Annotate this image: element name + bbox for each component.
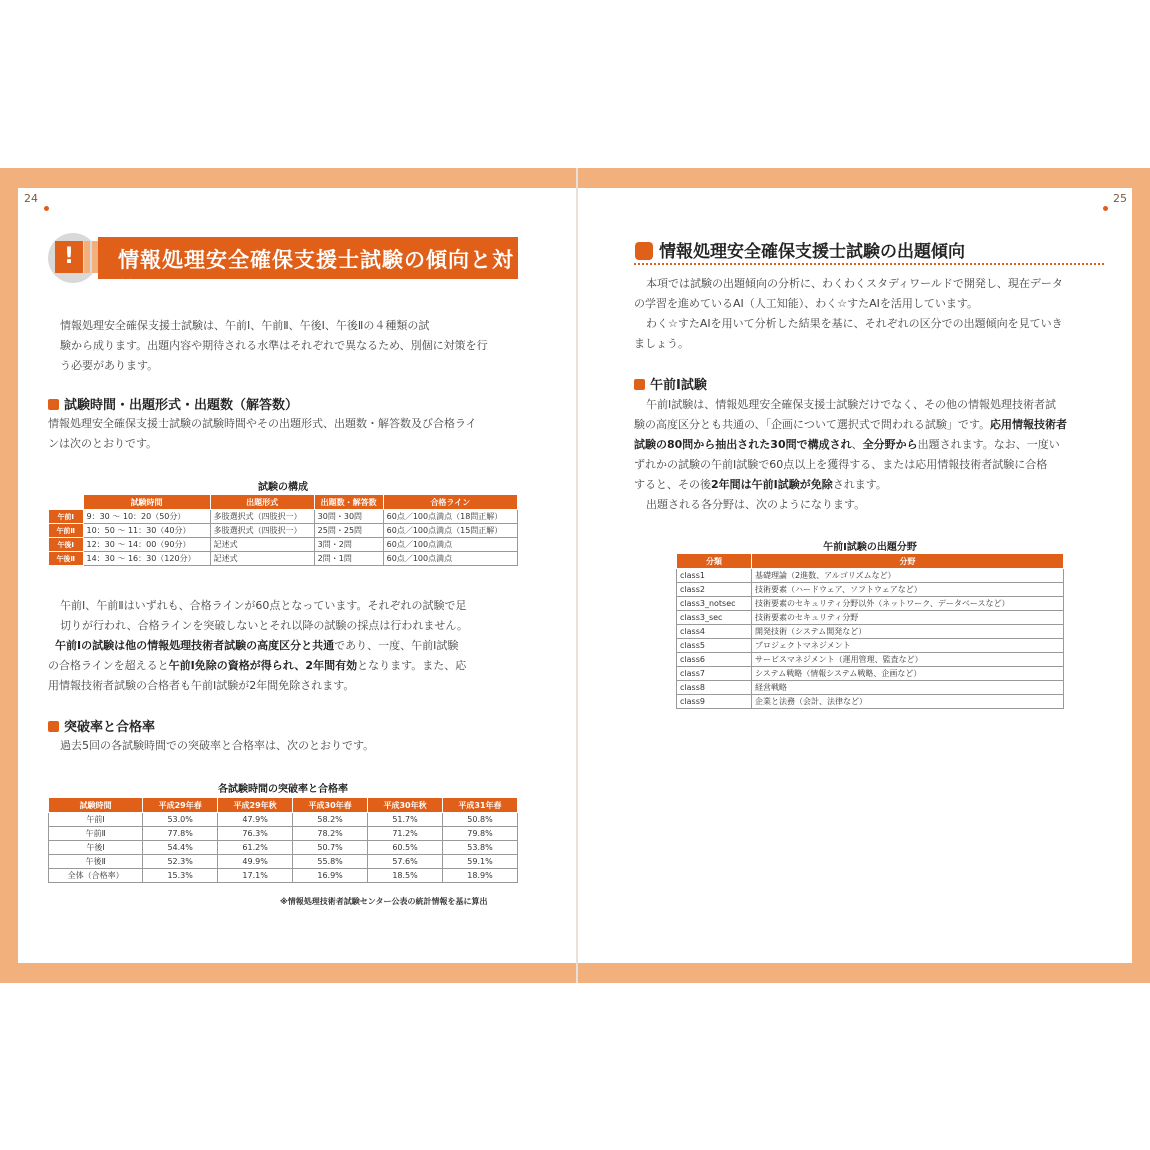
table-cell: 技術要素のセキュリティ分野 [752, 611, 1064, 625]
table-row [677, 681, 1064, 695]
table-cell: 50.7% [293, 841, 368, 855]
table2-caption: 各試験時間の突破率と合格率 [218, 784, 348, 795]
text-span: であり、一度、午前Ⅰ試験 [334, 639, 459, 652]
table1-caption: 試験の構成 [258, 482, 308, 493]
table-row [677, 569, 1064, 583]
table-cell: class8 [677, 681, 752, 695]
source-note: ※情報処理技術者試験センター公表の統計情報を基に算出 [280, 897, 488, 906]
table-cell: 多肢選択式（四肢択一） [210, 510, 314, 524]
page-number-left: 24 [24, 192, 38, 205]
table-row [49, 827, 518, 841]
table-cell: 3問・2問 [314, 538, 383, 552]
exemption-paragraph [48, 636, 466, 696]
text-line: 情報処理安全確保支援士試験の試験時間やその出題形式、出題数・解答数及び合格ライ [48, 417, 477, 430]
table-header: 平成30年春 [293, 798, 368, 813]
table-cell: 79.8% [443, 827, 518, 841]
text-line: 用情報技術者試験の合格者も午前Ⅰ試験が2年間免除されます。 [48, 679, 355, 692]
table-cell: 55.8% [293, 855, 368, 869]
text-span: の合格ラインを超えると [48, 659, 169, 672]
heading-text: 午前Ⅰ試験 [650, 378, 707, 393]
table-cell: class1 [677, 569, 752, 583]
table-row [677, 639, 1064, 653]
section-text [48, 414, 477, 454]
table-cell: class3_notsec [677, 597, 752, 611]
table-cell: 30問・30問 [314, 510, 383, 524]
table-cell: 60点／100点満点 [383, 538, 517, 552]
table-cell: プロジェクトマネジメント [752, 639, 1064, 653]
table-header: 試験時間 [83, 495, 210, 510]
text-line: 情報処理安全確保支援士試験は、午前Ⅰ、午前Ⅱ、午後Ⅰ、午後Ⅱの４種類の試 [60, 319, 430, 332]
table-header: 平成31年春 [443, 798, 518, 813]
table-row [49, 510, 518, 524]
table-cell: 16.9% [293, 869, 368, 883]
text-line [48, 636, 466, 656]
table-row [49, 524, 518, 538]
table-row [677, 611, 1064, 625]
table-cell: 58.2% [293, 813, 368, 827]
table-header: 平成30年秋 [368, 798, 443, 813]
text-line [634, 435, 1114, 455]
heading-text: 試験時間・出題形式・出題数（解答数） [64, 398, 299, 413]
table-cell: 47.9% [218, 813, 293, 827]
table-cell: 25問・25問 [314, 524, 383, 538]
bold-text: 2年間は午前Ⅰ試験が免除 [711, 478, 833, 491]
table-cell: 記述式 [210, 538, 314, 552]
banner-strip [84, 241, 90, 273]
right-intro-paragraph [634, 274, 1114, 354]
table-cell: class6 [677, 653, 752, 667]
text-line: 本項では試験の出題傾向の分析に、わくわくスタディワールドで開発し、現在データ [646, 277, 1063, 290]
text-line: う必要があります。 [60, 359, 159, 372]
table-cell: 基礎理論（2進数、アルゴリズムなど） [752, 569, 1064, 583]
text-line [634, 475, 1114, 495]
table-cell: 企業と法務（会計、法律など） [752, 695, 1064, 709]
table-cell: 53.0% [143, 813, 218, 827]
table-header: 試験時間 [49, 798, 143, 813]
table-row [677, 667, 1064, 681]
am1-field-table [676, 553, 1064, 709]
table-row [677, 597, 1064, 611]
exclamation-icon: ! [55, 241, 83, 273]
table-cell: 経営戦略 [752, 681, 1064, 695]
text-line: 切りが行われ、合格ラインを突破しないとそれ以降の試験の採点は行われません。 [60, 619, 468, 632]
table3-caption: 午前Ⅰ試験の出題分野 [823, 542, 917, 553]
text-span: すると、その後 [634, 478, 711, 491]
orange-square-icon [48, 399, 59, 410]
table-header: 分類 [677, 554, 752, 569]
bold-text: 応用情報技術者 [989, 418, 1067, 431]
text-span: となります。また、応 [357, 659, 467, 672]
dotted-divider [634, 263, 1104, 265]
table-cell: 全体（合格率） [49, 869, 143, 883]
table-header: 合格ライン [383, 495, 517, 510]
table-cell: 78.2% [293, 827, 368, 841]
orange-square-icon [48, 721, 59, 732]
chapter-banner [48, 233, 518, 302]
row-label: 午前Ⅱ [49, 524, 84, 538]
table-cell: 61.2% [218, 841, 293, 855]
table-row [49, 538, 518, 552]
bold-text: 午前Ⅰの試験は他の情報処理技術者試験の高度区分と共通 [55, 639, 335, 652]
section-heading-exam-time [48, 394, 298, 413]
table-cell: 18.9% [443, 869, 518, 883]
am1-paragraph [634, 395, 1114, 515]
text-span: されます。 [832, 478, 887, 491]
table-cell: 54.4% [143, 841, 218, 855]
table-cell: 76.3% [218, 827, 293, 841]
page-number-right: 25 [1113, 192, 1127, 205]
text-line [48, 656, 466, 676]
table-row [49, 855, 518, 869]
text-span: 出題されます。なお、一度い [917, 438, 1060, 451]
text-line: 午前Ⅰ試験は、情報処理安全確保支援士試験だけでなく、その他の情報処理技術者試 [646, 398, 1057, 411]
table-cell: 午後Ⅱ [49, 855, 143, 869]
section-heading-am1 [634, 374, 707, 393]
table-cell: 開発技術（システム開発など） [752, 625, 1064, 639]
table-row [49, 841, 518, 855]
table-row [677, 695, 1064, 709]
table-cell: 午前Ⅱ [49, 827, 143, 841]
table-cell: class5 [677, 639, 752, 653]
table-cell: 50.8% [443, 813, 518, 827]
text-span: 、 [851, 438, 863, 451]
text-span: 験の高度区分とも共通の、「企画について選択式で問われる試験」です。 [634, 418, 990, 431]
table-header: 出題数・解答数 [314, 495, 383, 510]
orange-square-icon [634, 379, 645, 390]
pass-rate-table [48, 797, 518, 883]
exam-structure-table [48, 494, 518, 566]
table-cell: 49.9% [218, 855, 293, 869]
table-cell: class3_sec [677, 611, 752, 625]
text-line: の学習を進めているAI（人工知能）、わく☆すたAIを活用しています。 [634, 297, 979, 310]
table-cell: class4 [677, 625, 752, 639]
table-cell: 60点／100点満点（15問正解） [383, 524, 517, 538]
text-line: わく☆すたAIを用いて分析した結果を基に、それぞれの区分での出題傾向を見ていき [646, 317, 1063, 330]
table-cell: 60.5% [368, 841, 443, 855]
table-cell: 多肢選択式（四肢択一） [210, 524, 314, 538]
table-cell: 59.1% [443, 855, 518, 869]
table-cell: 51.7% [368, 813, 443, 827]
table-header-row [49, 798, 518, 813]
heading-text: 突破率と合格率 [64, 720, 156, 735]
table-cell: 12：30 ～ 14：00（90分） [83, 538, 210, 552]
table-row [677, 653, 1064, 667]
text-line [634, 415, 1114, 435]
row-label: 午後Ⅱ [49, 552, 84, 566]
table-cell: 技術要素のセキュリティ分野以外（ネットワーク、データベースなど） [752, 597, 1064, 611]
table-row [49, 869, 518, 883]
table-row [677, 583, 1064, 597]
table-cell: 午後Ⅰ [49, 841, 143, 855]
heading-text: 情報処理安全確保支援士試験の出題傾向 [659, 242, 965, 262]
table-header-row [49, 495, 518, 510]
table-cell: class2 [677, 583, 752, 597]
page-fold [576, 168, 578, 983]
table-cell: 9：30 ～ 10：20（50分） [83, 510, 210, 524]
table-cell: 15.3% [143, 869, 218, 883]
table-row [49, 552, 518, 566]
text-line: 験から成ります。出題内容や期待される水準はそれぞれで異なるため、別個に対策を行 [60, 339, 488, 352]
text-line: ずれかの試験の午前Ⅰ試験で60点以上を獲得する、または応用情報技術者試験に合格 [634, 458, 1048, 471]
intro-paragraph [60, 316, 488, 376]
table-cell: 18.5% [368, 869, 443, 883]
table-header: 平成29年秋 [218, 798, 293, 813]
table-row [677, 625, 1064, 639]
table-header-row [677, 554, 1064, 569]
row-label: 午後Ⅰ [49, 538, 84, 552]
table-cell: サービスマネジメント（運用管理、監査など） [752, 653, 1064, 667]
text-line: 出題される各分野は、次のようになります。 [646, 498, 866, 511]
table-corner [49, 495, 84, 510]
table-cell: 53.8% [443, 841, 518, 855]
table-cell: 17.1% [218, 869, 293, 883]
table-cell: class7 [677, 667, 752, 681]
bold-text: 全分野から [862, 438, 918, 451]
page-dot-left [44, 206, 49, 211]
table-cell: 技術要素（ハードウェア、ソフトウェアなど） [752, 583, 1064, 597]
row-label: 午前Ⅰ [49, 510, 84, 524]
table-cell: 午前Ⅰ [49, 813, 143, 827]
table-cell: 60点／100点満点 [383, 552, 517, 566]
orange-square-icon [635, 242, 653, 260]
text-line: 午前Ⅰ、午前Ⅱはいずれも、合格ラインが60点となっています。それぞれの試験で足 [60, 599, 467, 612]
table-cell: 71.2% [368, 827, 443, 841]
table-cell: 52.3% [143, 855, 218, 869]
table-cell: 57.6% [368, 855, 443, 869]
page-dot-right [1103, 206, 1108, 211]
section-heading-pass-rate [48, 716, 155, 735]
table-cell: システム戦略（情報システム戦略、企画など） [752, 667, 1064, 681]
chapter-title: 情報処理安全確保支援士試験の傾向と対策 [118, 248, 514, 302]
passing-line-paragraph [60, 596, 468, 636]
table-header: 出題形式 [210, 495, 314, 510]
table-cell: 14：30 ～ 16：30（120分） [83, 552, 210, 566]
table-cell: 77.8% [143, 827, 218, 841]
text-line: ンは次のとおりです。 [48, 437, 158, 450]
table-header: 平成29年春 [143, 798, 218, 813]
table-cell: 60点／100点満点（18問正解） [383, 510, 517, 524]
table-cell: 記述式 [210, 552, 314, 566]
table-row [49, 813, 518, 827]
section-text: 過去5回の各試験時間での突破率と合格率は、次のとおりです。 [60, 739, 375, 752]
table-cell: 10：50 ～ 11：30（40分） [83, 524, 210, 538]
bold-text: 試験の80問から抽出された30問で構成され [634, 438, 852, 451]
bold-text: 午前Ⅰ免除の資格が得られ、2年間有効 [168, 659, 358, 672]
table-cell: class9 [677, 695, 752, 709]
table-cell: 2問・1問 [314, 552, 383, 566]
section-title-right [635, 237, 965, 262]
table-header: 分野 [752, 554, 1064, 569]
text-line: ましょう。 [634, 337, 689, 350]
